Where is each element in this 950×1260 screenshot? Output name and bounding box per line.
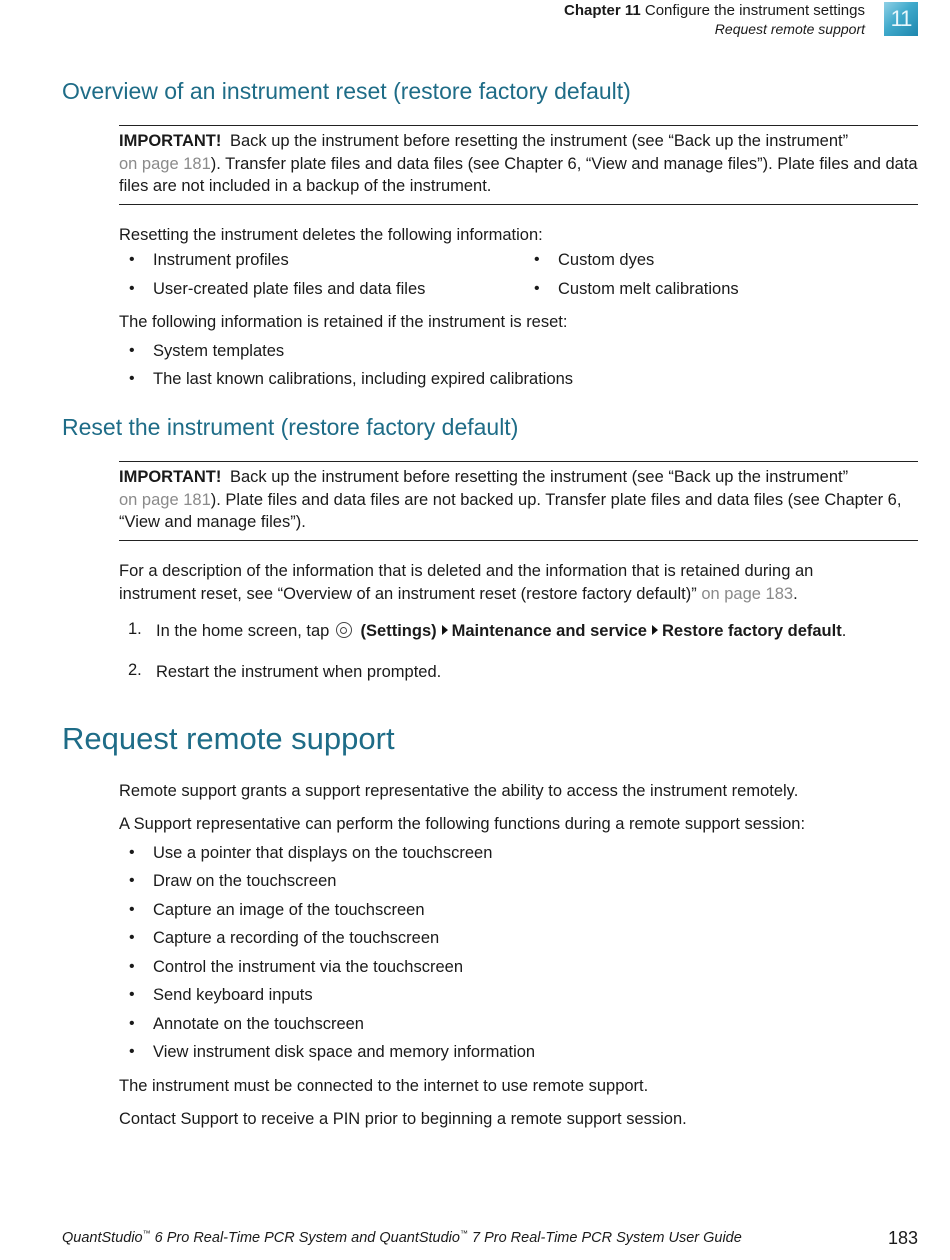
reset-important-note (119, 466, 919, 534)
reset-heading: Reset the instrument (restore factory default) (62, 414, 519, 440)
important-label: IMPORTANT! (119, 468, 222, 486)
settings-gear-icon (336, 622, 352, 638)
reset-description: For a description of the information that is deleted and the information that is retained during an instrument reset, see “Overview of an instrument reset (restore factory default)” on page 183. (119, 562, 814, 603)
list-item: • Capture a recording of the touchscreen (129, 929, 440, 947)
page-link[interactable]: on page 181 (119, 154, 211, 173)
running-header-section: Request remote support (714, 21, 865, 37)
chapter-number-badge: 11 (884, 2, 918, 36)
deleted-intro: Resetting the instrument deletes the following information: (119, 226, 543, 244)
important-text-cont: ). Plate files and data files are not backed up. Transfer plate files and data files (see Chapter 6, “View and manage files”). (119, 490, 902, 531)
remote-support-heading: Request remote support (62, 721, 395, 756)
important-rule-bottom (119, 540, 918, 541)
important-rule-bottom (119, 204, 918, 205)
list-item: • Control the instrument via the touchscreen (129, 958, 463, 976)
page-number: 183 (887, 1228, 918, 1248)
important-label: IMPORTANT! (119, 132, 222, 150)
important-rule-top (119, 461, 918, 462)
running-header-chapter (564, 2, 865, 19)
list-item: • Use a pointer that displays on the touchscreen (129, 844, 493, 862)
step-number: 2. (128, 661, 142, 679)
step-2: 2. Restart the instrument when prompted. (128, 661, 442, 681)
page-link[interactable]: on page 181 (119, 490, 211, 509)
step-1: 1. In the home screen, tap (Settings) Maintenance and service Restore factory default. (128, 620, 847, 640)
important-text: Back up the instrument before resetting the instrument (see “Back up the instrument” (229, 468, 849, 486)
list-item: • User-created plate files and data files (129, 280, 426, 298)
list-item: • Capture an image of the touchscreen (129, 901, 425, 919)
overview-important-note (119, 130, 919, 198)
overview-heading: Overview of an instrument reset (restore factory default) (62, 78, 631, 104)
footer-guide-title: QuantStudio™ 6 Pro Real-Time PCR System and QuantStudio™ 7 Pro Real-Time PCR System User Guide (62, 1229, 742, 1246)
list-item: • Custom melt calibrations (534, 280, 739, 298)
remote-paragraph-4: Contact Support to receive a PIN prior to beginning a remote support session. (119, 1110, 687, 1128)
list-item: • Annotate on the touchscreen (129, 1015, 364, 1033)
chapter-title: Configure the instrument settings (644, 2, 865, 19)
important-text-cont: ). Transfer plate files and data files (see Chapter 6, “View and manage files”). Plate files and data files are not included in a backup of the instrument. (119, 154, 918, 195)
important-text: Back up the instrument before resetting the instrument (see “Back up the instrument” (229, 132, 849, 150)
list-item: • Custom dyes (534, 251, 655, 269)
chapter-label: Chapter 11 (564, 2, 641, 19)
list-item: • Instrument profiles (129, 251, 289, 269)
page-link[interactable]: on page 183 (701, 584, 794, 603)
list-item: • Send keyboard inputs (129, 986, 313, 1004)
retained-intro: The following information is retained if the instrument is reset: (119, 313, 568, 331)
list-item: • Draw on the touchscreen (129, 872, 337, 890)
menu-arrow-icon (652, 625, 658, 635)
maintenance-menu-label: Maintenance and service (451, 622, 647, 640)
remote-paragraph-1: Remote support grants a support representative the ability to access the instrument remotely. (119, 782, 799, 800)
step-number: 1. (128, 620, 142, 638)
settings-menu-label: (Settings) (360, 622, 437, 640)
remote-paragraph-2: A Support representative can perform the following functions during a remote support session: (119, 815, 806, 833)
menu-arrow-icon (442, 625, 448, 635)
list-item: • System templates (129, 342, 285, 360)
restore-menu-label: Restore factory default (661, 622, 842, 640)
list-item: • View instrument disk space and memory information (129, 1043, 536, 1061)
important-rule-top (119, 125, 918, 126)
remote-paragraph-3: The instrument must be connected to the internet to use remote support. (119, 1077, 649, 1095)
list-item: • The last known calibrations, including expired calibrations (129, 370, 574, 388)
